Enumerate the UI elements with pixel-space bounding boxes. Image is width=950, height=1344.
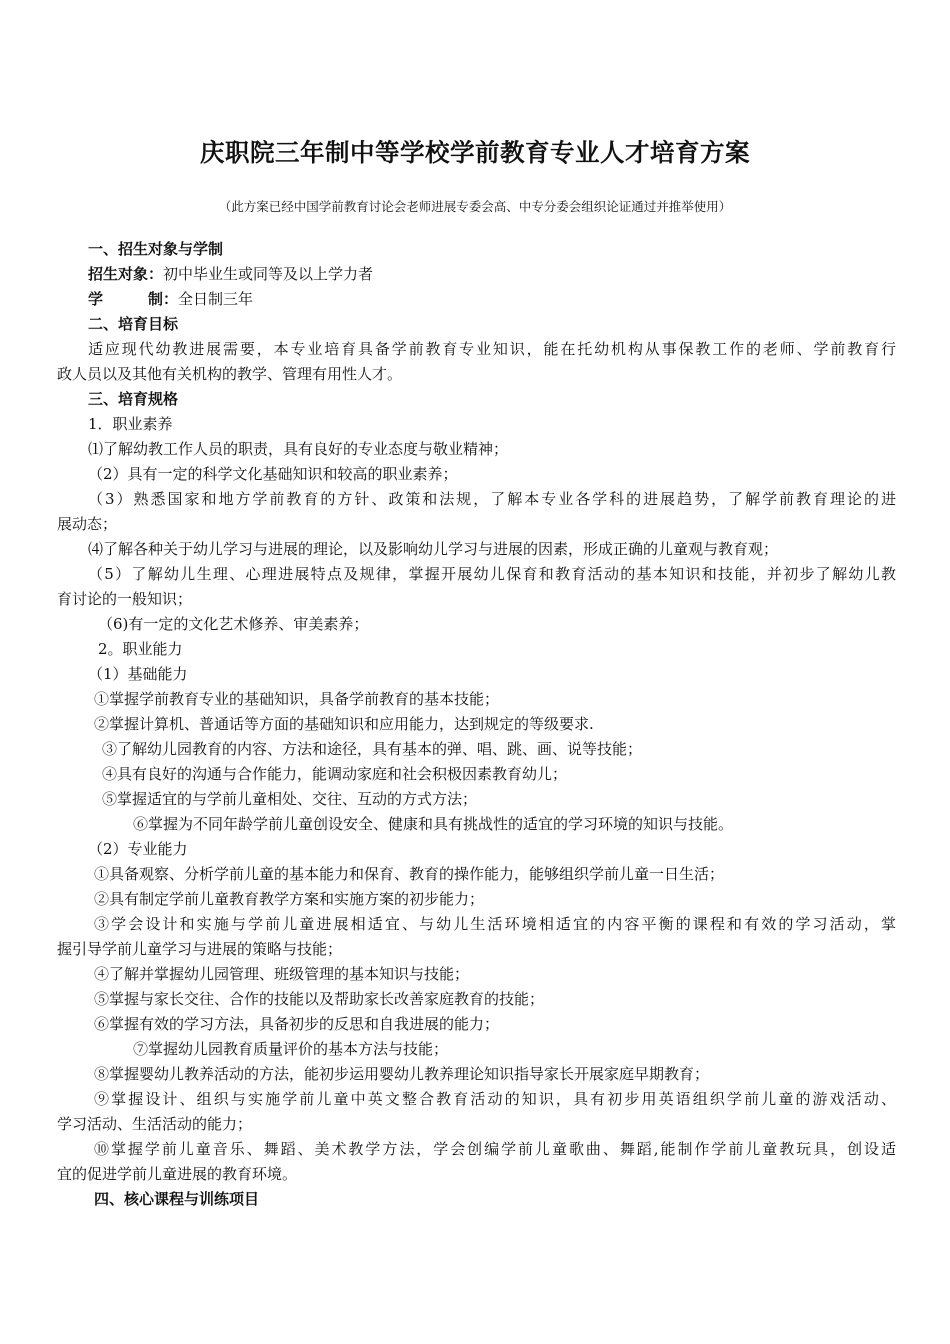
pro-item-9-line2: 学习活动、生活活动的能力； bbox=[57, 1115, 253, 1133]
basic-ability-heading: （1）基础能力 bbox=[88, 665, 188, 683]
enroll-label: 招生对象： bbox=[88, 265, 164, 283]
pro-item-10-line2: 宜的促进学前儿童进展的教育环境。 bbox=[57, 1165, 298, 1183]
section4-heading: 四、核心课程与训练项目 bbox=[94, 1190, 260, 1208]
pro-item-5: ⑤掌握与家长交往、合作的技能以及帮助家长改善家庭教育的技能； bbox=[94, 990, 545, 1008]
system-value: 全日制三年 bbox=[178, 290, 254, 308]
pro-item-2: ②具有制定学前儿童教育教学方案和实施方案的初步能力； bbox=[94, 890, 485, 908]
section2-heading: 二、培育目标 bbox=[88, 315, 179, 333]
quality-item-3-line1: （3）熟悉国家和地方学前教育的方针、政策和法规，了解本专业各学科的进展趋势，了解学前教育理论的进 bbox=[88, 490, 896, 508]
quality-item-3-line2: 展动态； bbox=[57, 515, 118, 533]
pro-item-10-line1: ⑩掌握学前儿童音乐、舞蹈、美术教学方法，学会创编学前儿童歌曲、舞蹈,能制作学前儿童教玩具，创设适 bbox=[94, 1140, 896, 1158]
quality-item-4: ⑷了解各种关于幼儿学习与进展的理论，以及影响幼儿学习与进展的因素，形成正确的儿童观与教育观； bbox=[88, 540, 779, 558]
pro-item-9-line1: ⑨掌握设计、组织与实施学前儿童中英文整合教育活动的知识，具有初步用英语组织学前儿童的游戏活动、 bbox=[94, 1090, 896, 1108]
document-title: 庆职院三年制中等学校学前教育专业人才培育方案 bbox=[200, 138, 750, 167]
basic-item-6: ⑥掌握为不同年龄学前儿童创设安全、健康和具有挑战性的适宜的学习环境的知识与技能。 bbox=[133, 815, 734, 833]
quality-item-1: ⑴了解幼教工作人员的职责，具有良好的专业态度与敬业精神； bbox=[88, 440, 509, 458]
quality-item-5-line1: （5）了解幼儿生理、心理进展特点及规律，掌握开展幼儿保育和教育活动的基本知识和技能，并初步了解幼儿教 bbox=[88, 565, 896, 583]
quality-item-2: （2）具有一定的科学文化基础知识和较高的职业素养； bbox=[88, 465, 458, 483]
pro-item-4: ④了解并掌握幼儿园管理、班级管理的基本知识与技能； bbox=[94, 965, 470, 983]
subsection-professional-quality: 1．职业素养 bbox=[88, 415, 173, 433]
pro-item-3-line1: ③学会设计和实施与学前儿童进展相适宜、与幼儿生活环境相适宜的内容平衡的课程和有效的学习活动，掌 bbox=[94, 915, 896, 933]
quality-item-6: （6)有一定的文化艺术修养、审美素养； bbox=[98, 615, 369, 633]
system-line bbox=[88, 289, 253, 309]
pro-ability-heading: （2）专业能力 bbox=[88, 840, 188, 858]
enroll-value: 初中毕业生或同等及以上学力者 bbox=[163, 265, 374, 283]
subsection-professional-ability: 2。职业能力 bbox=[98, 640, 183, 658]
goal-paragraph-line1: 适应现代幼教进展需要，本专业培育具备学前教育专业知识，能在托幼机构从事保教工作的老师、学前教育行 bbox=[88, 340, 896, 358]
pro-item-8: ⑧掌握婴幼儿教养活动的方法，能初步运用婴幼儿教养理论知识指导家长开展家庭早期教育； bbox=[94, 1065, 710, 1083]
section1-heading: 一、招生对象与学制 bbox=[88, 240, 224, 258]
basic-item-3: ③了解幼儿园教育的内容、方法和途径，具有基本的弹、唱、跳、画、说等技能； bbox=[102, 740, 643, 758]
basic-item-1: ①掌握学前教育专业的基础知识，具备学前教育的基本技能； bbox=[94, 690, 500, 708]
goal-paragraph-line2: 政人员以及其他有关机构的教学、管理有用性人才。 bbox=[57, 365, 403, 383]
quality-item-5-line2: 育讨论的一般知识； bbox=[57, 590, 193, 608]
basic-item-4: ④具有良好的沟通与合作能力，能调动家庭和社会积极因素教育幼儿； bbox=[102, 765, 568, 783]
pro-item-7: ⑦掌握幼儿园教育质量评价的基本方法与技能； bbox=[133, 1040, 449, 1058]
pro-item-1: ①具备观察、分析学前儿童的基本能力和保育、教育的操作能力，能够组织学前儿童一日生活； bbox=[94, 865, 725, 883]
enroll-line bbox=[88, 264, 373, 284]
pro-item-6: ⑥掌握有效的学习方法，具备初步的反思和自我进展的能力； bbox=[94, 1015, 500, 1033]
document-note: （此方案已经中国学前教育讨论会老师进展专委会高、中专分委会组织论证通过并推举使用） bbox=[218, 199, 732, 214]
basic-item-5: ⑤掌握适宜的与学前儿童相处、交往、互动的方式方法； bbox=[102, 790, 478, 808]
system-label: 学 制： bbox=[88, 290, 179, 308]
section3-heading: 三、培育规格 bbox=[88, 390, 179, 408]
basic-item-2: ②掌握计算机、普通话等方面的基础知识和应用能力，达到规定的等级要求. bbox=[94, 715, 594, 733]
pro-item-3-line2: 握引导学前儿童学习与进展的策略与技能； bbox=[57, 940, 343, 958]
